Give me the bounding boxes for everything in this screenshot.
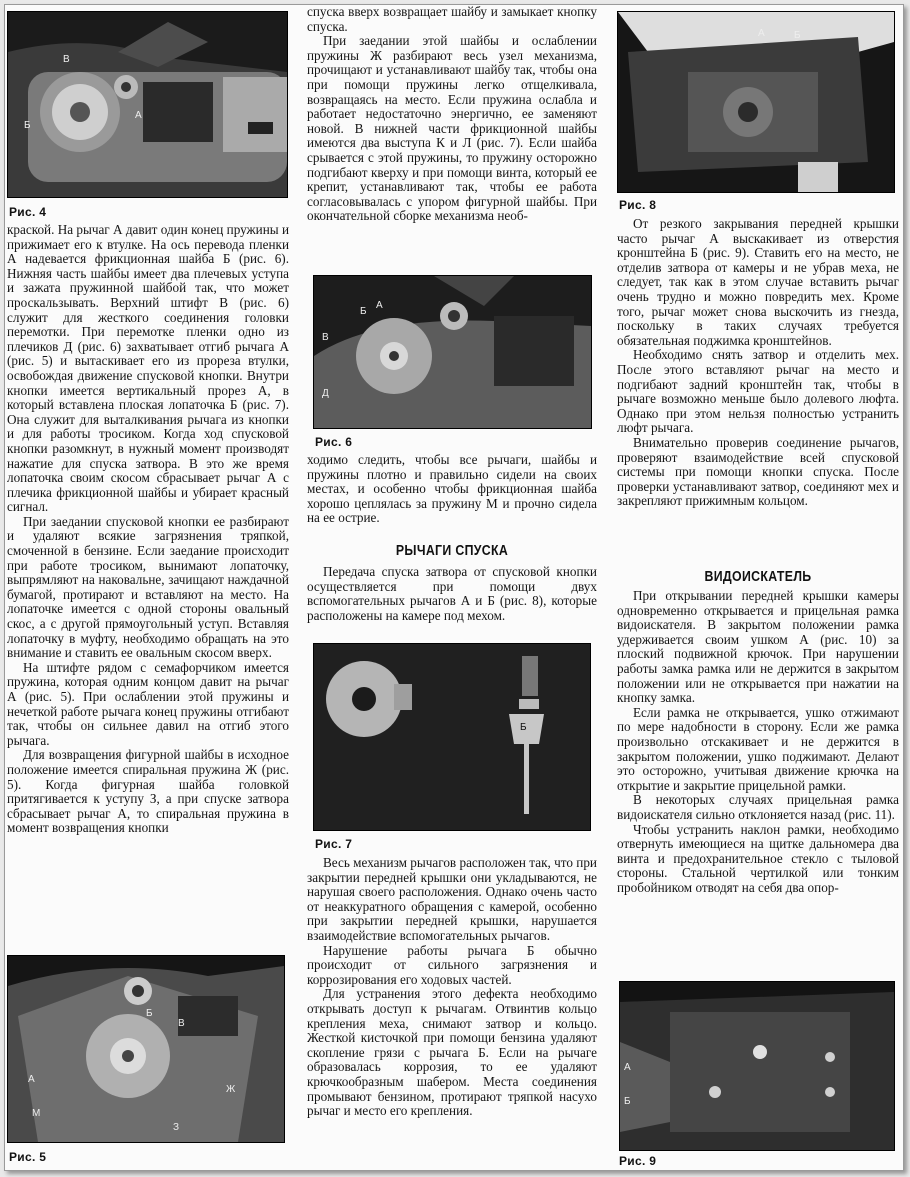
paragraph: Чтобы устранить наклон рамки, необходимо отвернуть имеющиеся на щитке дальномера два винта и предохранительное стекло с тыловой стороны. Стальной чертилкой или тонким пробойником отводят на себя два опор-	[617, 821, 899, 895]
figure-7-photo	[313, 643, 591, 831]
figure-6-label: А	[376, 300, 383, 311]
paragraph: При заедании спусковой кнопки ее разбирают и удаляют всякие загрязнения тряпкой, смоченной в бензине. Если заедание происходит при работе тросиком, вынимают лопаточку, выпрямляют на наковальне, зачищают наждачной бумагой, протирают и вставляют на место. На лопаточке имеется с одной стороны овальный скос, а с другой прямоугольный уступ. Вставляя лопаточку в муфту, необходимо обращать на это внимание и ставить ее овальным скосом вверх.	[7, 513, 289, 661]
figure-4-label: А	[135, 110, 142, 121]
figure-9-caption: Рис. 9	[619, 1154, 657, 1168]
column-1	[7, 5, 289, 1170]
figure-9-label: Б	[624, 1096, 631, 1107]
column-2-text-top	[307, 5, 597, 267]
figure-4-label: В	[63, 54, 70, 65]
figure-5-label: М	[32, 1108, 41, 1119]
paragraph: При заедании этой шайбы и ослаблении пружины Ж разбирают весь узел механизма, прочищают и устанавливают шайбу так, чтобы она при помощи пружины легко отщелкивала, возвращаясь на место. Если пружина ослабла и работает недостаточно энергично, ее заменяют новой. В нижней части фрикционной шайбы имеются два выступа К и Л (рис. 7). Если шайба срывается с этой пружины, то пружину осторожно подгибают кверху и при помощи винта, который ее крепит, устанавливают так, чтобы ее работа согласовывалась с упором фигурной шайбы. При окончательной сборке механизма необ-	[307, 33, 597, 224]
figure-6-label: В	[322, 332, 329, 343]
paragraph: Если рамка не открывается, ушко отжимают по мере надобности в сторону. Если же рамка произвольно отскакивает и не держится в закрытом положении, ушко поджимают. Делают это осторожно, учитывая движение крючка на открытие и закрытие прицельной рамки.	[617, 704, 899, 793]
figure-6-label: Д	[322, 388, 329, 399]
figure-8-label: А	[758, 28, 765, 39]
figure-7-caption: Рис. 7	[315, 837, 353, 851]
column-2-text-heading	[307, 565, 597, 641]
figure-6-photo	[313, 275, 592, 429]
figure-4-label: Б	[24, 120, 31, 131]
paragraph: Необходимо снять затвор и отделить мех. После этого вставляют рычаг на место и подгибают задний кронштейн так, чтобы в рычаге возможно меньше было долевого люфта. Однако при этом нельзя полностью устранить люфт рычага.	[617, 347, 899, 436]
figure-9-photo	[619, 981, 895, 1151]
figure-9-label: А	[624, 1062, 631, 1073]
paragraph: Внимательно проверив соединение рычагов, проверяют взаимодействие всей спусковой системы при помощи кнопки спуска. После проверки устанавливают затвор, соединяют мех и закрепляют прижимным кольцом.	[617, 434, 899, 509]
camera-body-illustration	[620, 982, 894, 1150]
column-3-text-top	[617, 217, 899, 567]
figure-6-caption: Рис. 6	[315, 435, 353, 449]
column-2-text-bottom	[307, 856, 597, 1170]
section-heading: РЫЧАГИ СПУСКА	[395, 543, 509, 559]
paragraph: В некоторых случаях прицельная рамка видоискателя сильно отклоняется назад (рис. 11).	[617, 792, 899, 822]
column-1-text	[7, 223, 289, 945]
paragraph: ходимо следить, чтобы все рычаги, шайбы и пружины плотно и правильно сидели на своих местах, и особенно чтобы фрикционная шайба хорошо цеплялась за пружину М и прочно сидела на ее острие.	[307, 453, 597, 526]
paragraph: спуска вверх возвращает шайбу и замыкает кнопку спуска.	[307, 5, 597, 34]
column-2	[307, 5, 597, 1170]
figure-5-caption: Рис. 5	[9, 1150, 47, 1164]
figure-5-label: Ж	[226, 1084, 236, 1095]
paragraph: Для устранения этого дефекта необходимо открывать доступ к рычагам. Отвинтив кольцо крепления меха, снимают затвор и кольцо. Жесткой кисточкой при помощи бензина удаляют скопление грязи с рычага Б. Если на рычаге образовалась коррозия, то ее удаляют крючкообразным шабером. Места соединения промывают бензином, протирают тряпкой насухо рычаг и место его крепления.	[307, 986, 597, 1119]
paragraph: От резкого закрывания передней крышки часто рычаг А выскакивает из отверстия кронштейна Б (рис. 9). Ставить его на место, не отделив затвора от камеры и не убрав меха, не следует, так как в этом случае вставить рычаг очень трудно и можно повредить мех. Кроме того, рычаг может снова выскочить из гнезда, поскольку в таких случаях требуется обязательная поджимка кронштейнов.	[617, 217, 899, 348]
magazine-page	[4, 4, 904, 1171]
column-2-text-mid	[307, 453, 597, 535]
camera-top-illustration	[8, 12, 287, 197]
figure-5-photo	[7, 955, 285, 1143]
paragraph: Весь механизм рычагов расположен так, что при закрытии передней крышки они укладываются, не нарушая своего расположения. Однако очень часто от неаккуратного обращения с камерой, особенно при закрытии передней крышки, нарушается взаимодействие вспомогательных рычагов.	[307, 856, 597, 943]
figure-5-label: Б	[146, 1008, 153, 1019]
paragraph: Для возвращения фигурной шайбы в исходное положение имеется спиральная пружина Ж (рис. 5). Когда фигурная шайба головкой притягивается к уступу З, а при спуске затвора сбрасывает рычаг А, то спиральная пружина в момент возвращения кнопки	[7, 747, 289, 836]
column-3	[617, 5, 899, 1170]
figure-4-caption: Рис. 4	[9, 205, 47, 219]
column-3-text-bottom	[617, 589, 899, 981]
paragraph: На штифте рядом с семафорчиком имеется пружина, которая одним концом давит на рычаг А (рис. 5). При ослаблении этой пружины и нечеткой работе рычага конец пружины отгибают так, чтобы он сильнее давил на отгиб этого рычага.	[7, 659, 289, 748]
figure-8-photo	[617, 11, 895, 193]
camera-top-illustration	[314, 276, 591, 428]
paragraph: При открывании передней крышки камеры одновременно открывается и прицельная рамка видоискателя. В закрытом положении рамка удерживается своим ушком А (рис. 10) за плоский подвижной крючок. При нарушении работы замка рамка или не держится в закрытом положении или не открывается при нажатии на кнопку замка.	[617, 589, 899, 706]
camera-mechanism-illustration	[8, 956, 284, 1142]
camera-front-illustration	[618, 12, 894, 192]
figure-8-caption: Рис. 8	[619, 198, 657, 212]
figure-5-label: З	[173, 1122, 180, 1133]
figure-5-label: В	[178, 1018, 185, 1029]
paragraph: Передача спуска затвора от спусковой кнопки осуществляется при помощи двух вспомогательных рычагов А и Б (рис. 8), которые расположены на камере под мехом.	[307, 565, 597, 623]
paragraph: Нарушение работы рычага Б обычно происходит от сильного загрязнения и коррозирования его ходовых частей.	[307, 942, 597, 987]
section-heading: ВИДОИСКАТЕЛЬ	[704, 569, 812, 585]
figure-7-label: Б	[520, 722, 527, 733]
paragraph: краской. На рычаг А давит один конец пружины и прижимает его к втулке. На ось перевода пленки А надевается фрикционная шайба Б (рис. 6). Нижняя часть шайбы имеет два плечевых уступа и зажата пружинной шайбой так, что может проскальзывать. Верхний штифт В (рис. 6) служит для жесткого соединения головки перемотки. При перемотке пленки одно из плечиков Д (рис. 6) захватывает отгиб рычага А (рис. 5) и вытаскивает его из прореза втулки, освобождая движение спусковой кнопки. Внутри кнопки имеется вертикальный прорез А, в который вставлена плоская лопаточка Б (рис. 7). Она служит для выталкивания рычага из кнопки и для работы тросиком. Когда ход спусковой кнопки разомкнут, в нужный момент производят нажатие для спуска затвора. В это же время лопаточка своим скосом сбрасывает рычаг А с плечика фрикционной шайбы и убирает красный сигнал.	[7, 223, 289, 515]
figure-4-photo	[7, 11, 288, 198]
figure-8-label: Б	[794, 30, 801, 41]
figure-6-label: Б	[360, 306, 367, 317]
parts-illustration	[314, 644, 590, 830]
figure-5-label: А	[28, 1074, 35, 1085]
